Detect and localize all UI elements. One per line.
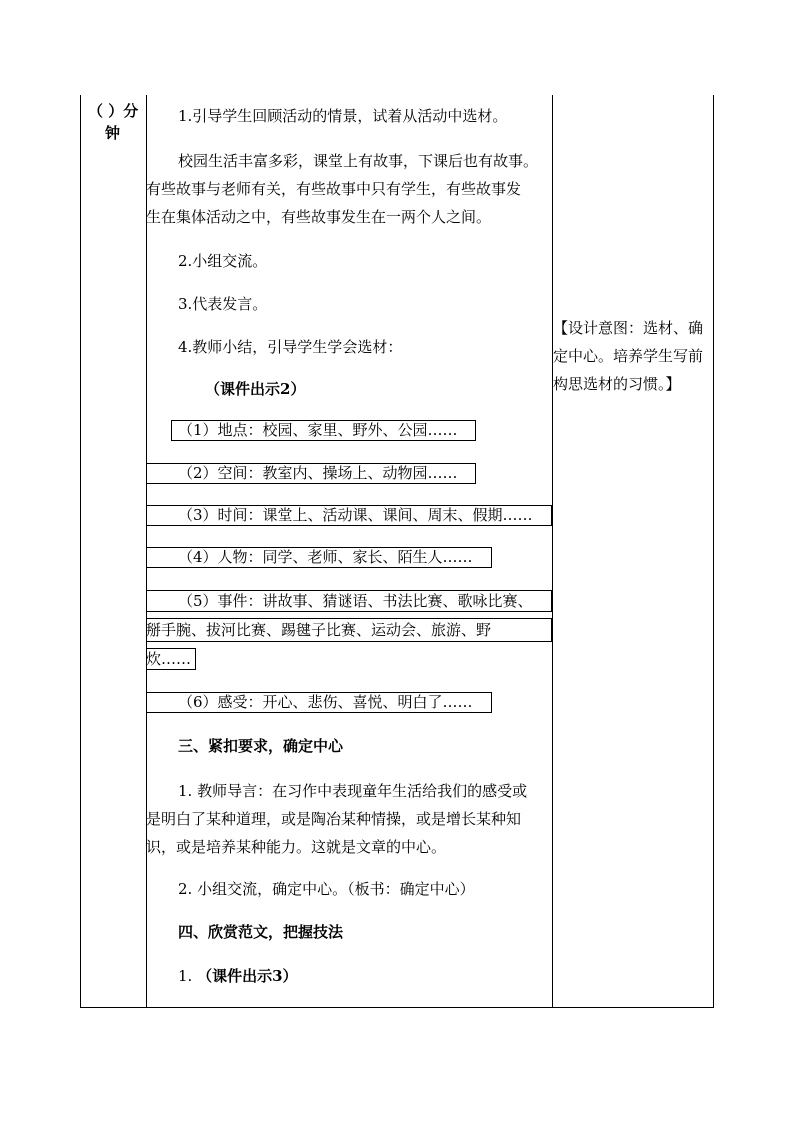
teacher-intro-line-3: 识，或是培养某种能力。这就是文章的中心。 [146, 838, 447, 856]
teacher-summary: 4.教师小结，引导学生学会选材： [178, 338, 403, 356]
campus-life-line-2: 有些故事与老师有关，有些故事中只有学生，有些故事发 [146, 180, 522, 198]
item-events-line-3: 炊…… [146, 650, 192, 668]
table-left-border [80, 95, 81, 1008]
item-space: （2）空间：教室内、操场上、动物园…… [178, 464, 458, 482]
item-people: （4）人物：同学、老师、家长、陌生人…… [178, 548, 473, 566]
section-3-heading: 三、紧扣要求，确定中心 [178, 737, 344, 755]
item-place: （1）地点：校园、家里、野外、公园…… [178, 421, 458, 439]
guide-review-paragraph: 1.引导学生回顾活动的情景，试着从活动中选材。 [178, 107, 508, 125]
courseware-2-label: （课件出示2） [205, 380, 306, 398]
item-events-line-1: （5）事件：讲故事、猜谜语、书法比赛、歌咏比赛、 [178, 592, 533, 610]
table-col-divider-2 [552, 95, 553, 1008]
design-intent-line-3: 构思选材的习惯。】 [553, 375, 681, 393]
time-label-line2: 钟 [105, 124, 121, 142]
group-confirm-center: 2. 小组交流，确定中心。（板书：确定中心） [178, 880, 475, 898]
courseware-3-line [178, 966, 298, 986]
campus-life-line-1: 校园生活丰富多彩，课堂上有故事，下课后也有故事。 [178, 152, 539, 170]
courseware-3-number: 1. [178, 967, 198, 985]
representative-speech: 3.代表发言。 [178, 295, 268, 313]
time-label-line1: （ ）分 [88, 102, 139, 120]
item-feelings: （6）感受：开心、悲伤、喜悦、明白了…… [178, 693, 473, 711]
section-4-heading: 四、欣赏范文，把握技法 [178, 923, 344, 941]
group-exchange: 2.小组交流。 [178, 252, 268, 270]
campus-life-line-3: 生在集体活动之中，有些故事发生在一两个人之间。 [146, 208, 492, 226]
courseware-3-label: （课件出示3） [197, 967, 298, 985]
design-intent-line-1: 【设计意图：选材、确 [553, 319, 704, 337]
table-right-border [713, 95, 714, 1008]
teacher-intro-line-1: 1. 教师导言：在习作中表现童年生活给我们的感受或 [178, 782, 528, 800]
design-intent-line-2: 定中心。培养学生写前 [553, 347, 704, 365]
table-bottom-border [80, 1007, 714, 1008]
item-events-line-2: 掰手腕、拔河比赛、踢毽子比赛、运动会、旅游、野 [146, 621, 492, 639]
item-time: （3）时间：课堂上、活动课、课间、周末、假期…… [178, 506, 533, 524]
teacher-intro-line-2: 是明白了某种道理，或是陶冶某种情操，或是增长某种知 [146, 810, 522, 828]
